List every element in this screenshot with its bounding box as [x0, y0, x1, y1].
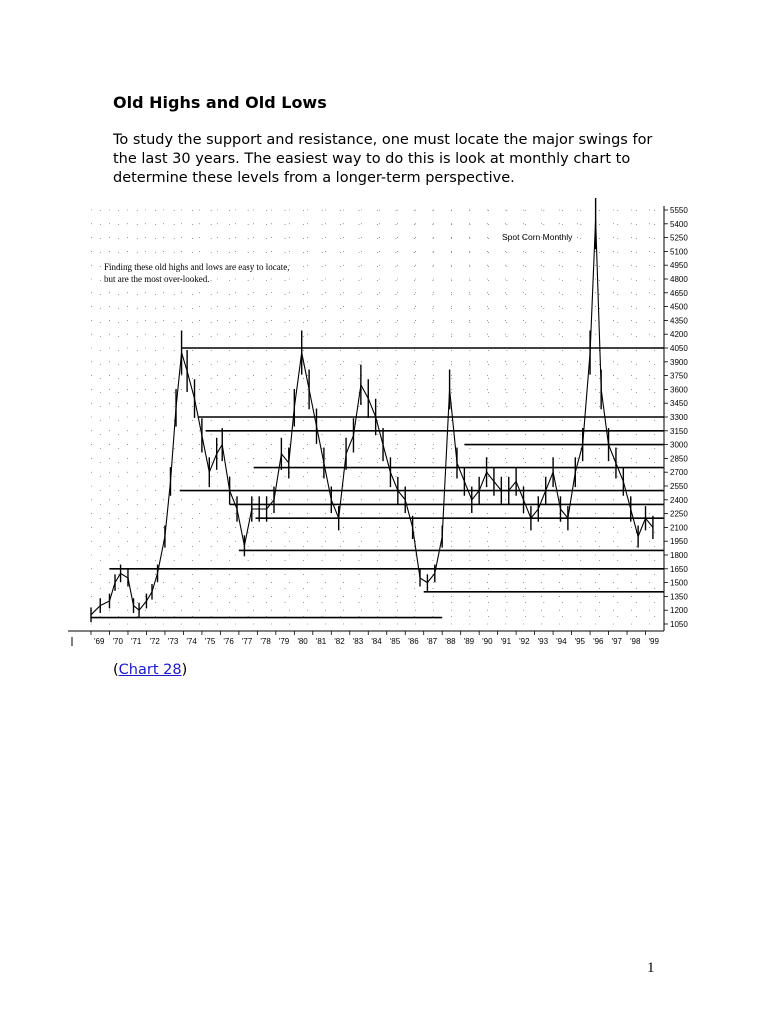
chart-caption	[113, 662, 187, 678]
y-tick-label: 5100	[670, 247, 688, 257]
x-tick-label: '93	[537, 637, 549, 646]
x-tick-label: '76	[223, 637, 234, 646]
y-tick-label: 3750	[670, 371, 688, 381]
x-tick-label: '86	[408, 637, 419, 646]
caption-close-paren: )	[181, 662, 188, 678]
x-tick-label: '78	[260, 637, 271, 646]
intro-paragraph: To study the support and resistance, one must locate the major swings for the last 30 years. The easiest way to do this is look at monthly chart to determine these levels from a longer-term perspective.	[113, 132, 653, 186]
x-tick-label: '82	[334, 637, 345, 646]
spot-corn-monthly-chart	[66, 198, 706, 653]
y-tick-label: 1950	[670, 537, 688, 547]
x-tick-label: '94	[556, 637, 567, 646]
y-tick-label: 4350	[670, 316, 688, 326]
y-tick-label: 2400	[670, 495, 688, 505]
y-tick-label: 3900	[670, 357, 688, 367]
x-tick-label: '83	[352, 637, 364, 646]
x-tick-label: '81	[315, 637, 327, 646]
x-tick-label: '90	[482, 637, 493, 646]
y-tick-label: 2250	[670, 509, 688, 519]
page-title: Old Highs and Old Lows	[113, 93, 327, 112]
x-tick-label: '79	[278, 637, 290, 646]
chart-annotation-line-2: but are the most over-looked.	[104, 274, 210, 284]
y-tick-label: 1800	[670, 551, 688, 560]
y-tick-label: 4050	[670, 344, 688, 353]
chart-28-link[interactable]: Chart 28	[118, 662, 182, 678]
y-tick-label: 3000	[670, 440, 688, 450]
y-tick-label: 3150	[670, 426, 688, 436]
x-tick-label: '89	[463, 637, 475, 646]
y-tick-label: 3300	[670, 413, 688, 422]
y-tick-label: 3450	[670, 399, 688, 409]
x-tick-label: '85	[389, 637, 401, 646]
y-tick-label: 2550	[670, 482, 688, 491]
x-tick-label: '71	[130, 637, 142, 646]
y-tick-label: 1050	[670, 620, 688, 629]
x-tick-label: '87	[426, 637, 438, 646]
y-tick-label: 1500	[670, 578, 688, 588]
x-tick-label: '97	[611, 637, 622, 646]
x-tick-label: '77	[241, 637, 253, 646]
y-tick-label: 4800	[670, 275, 688, 284]
x-tick-label: '73	[167, 637, 179, 646]
page-number: 1	[647, 960, 655, 976]
x-tick-label: '98	[630, 637, 641, 646]
y-tick-label: 5550	[670, 206, 688, 215]
chart-annotation-line-1: Finding these old highs and lows are easy to locate,	[104, 262, 290, 272]
chart-svg	[66, 198, 706, 653]
y-tick-label: 4500	[670, 302, 688, 312]
x-tick-label: '70	[112, 637, 123, 646]
x-tick-label: '88	[445, 637, 456, 646]
y-tick-label: 2700	[670, 468, 688, 478]
x-tick-label: '91	[500, 637, 512, 646]
chart-title: Spot Corn Monthly	[502, 232, 573, 242]
y-tick-label: 4650	[670, 288, 688, 298]
y-tick-label: 3600	[670, 385, 688, 395]
y-tick-label: 2850	[670, 454, 688, 464]
y-tick-label: 1350	[670, 592, 688, 602]
y-tick-label: 2100	[670, 523, 688, 533]
x-tick-label: '72	[149, 637, 160, 646]
x-tick-label: '96	[593, 637, 604, 646]
y-tick-label: 4200	[670, 330, 688, 340]
x-tick-label: '69	[94, 637, 105, 646]
caption-open-paren: (	[113, 662, 119, 678]
x-tick-label: '75	[204, 637, 216, 646]
x-tick-label: '80	[297, 637, 308, 646]
y-tick-label: 5250	[670, 233, 688, 243]
y-tick-label: 5400	[670, 219, 688, 229]
x-tick-label: '74	[186, 637, 197, 646]
x-tick-label: '92	[519, 637, 530, 646]
y-tick-label: 1200	[670, 606, 688, 616]
x-tick-label: '84	[371, 637, 382, 646]
x-tick-label: '95	[574, 637, 586, 646]
support-resistance-levels	[91, 348, 664, 618]
y-tick-label: 1650	[670, 564, 688, 574]
x-tick-label: '99	[648, 637, 659, 646]
y-tick-label: 4950	[670, 261, 688, 271]
